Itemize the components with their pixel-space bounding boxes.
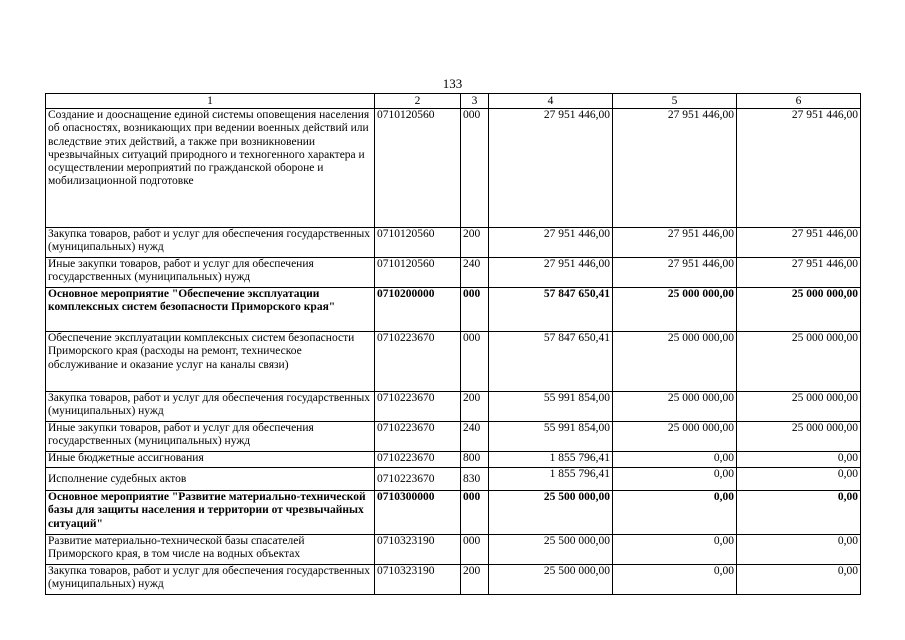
row-amount-4: 55 991 854,00: [489, 392, 613, 422]
table-row: [46, 491, 861, 535]
row-amount-5: 0,00: [613, 468, 737, 491]
row-target-code: 0710120560: [375, 109, 461, 228]
row-target-code: 0710120560: [375, 228, 461, 258]
row-expense-type: 800: [461, 452, 489, 468]
row-amount-5: 25 000 000,00: [613, 332, 737, 392]
row-amount-6: 0,00: [737, 491, 861, 535]
row-amount-4: 57 847 650,41: [489, 332, 613, 392]
table-row: [46, 452, 861, 468]
row-amount-5: 0,00: [613, 452, 737, 468]
row-amount-6: 0,00: [737, 535, 861, 565]
table-row: [46, 565, 861, 595]
row-target-code: 0710300000: [375, 491, 461, 535]
row-amount-6: 0,00: [737, 565, 861, 595]
column-header: 3: [461, 94, 489, 109]
row-amount-6: 27 951 446,00: [737, 258, 861, 288]
row-name: Исполнение судебных актов: [46, 468, 375, 491]
row-expense-type: 240: [461, 422, 489, 452]
row-amount-6: 25 000 000,00: [737, 288, 861, 332]
budget-table: [45, 93, 861, 595]
row-target-code: 0710323190: [375, 565, 461, 595]
row-amount-4: 25 500 000,00: [489, 535, 613, 565]
row-expense-type: 200: [461, 565, 489, 595]
row-amount-6: 27 951 446,00: [737, 228, 861, 258]
row-amount-5: 25 000 000,00: [613, 422, 737, 452]
table-header-row: [46, 94, 861, 109]
row-amount-5: 0,00: [613, 565, 737, 595]
row-amount-4: 27 951 446,00: [489, 258, 613, 288]
row-target-code: 0710120560: [375, 258, 461, 288]
row-amount-5: 27 951 446,00: [613, 258, 737, 288]
row-name: Иные закупки товаров, работ и услуг для обеспечения государственных (муниципальных) нужд: [46, 258, 375, 288]
row-expense-type: 830: [461, 468, 489, 491]
row-name: Закупка товаров, работ и услуг для обеспечения государственных (муниципальных) нужд: [46, 392, 375, 422]
table-row: [46, 109, 861, 228]
column-header: 5: [613, 94, 737, 109]
row-name: Основное мероприятие "Развитие материально-технической базы для защиты населения и территории от чрезвычайных ситуаций": [46, 491, 375, 535]
row-amount-4: 27 951 446,00: [489, 228, 613, 258]
table-row: [46, 288, 861, 332]
table-row: [46, 468, 861, 491]
row-target-code: 0710223670: [375, 332, 461, 392]
row-expense-type: 200: [461, 228, 489, 258]
row-name: Создание и дооснащение единой системы оповещения населения об опасностях, возникающих при ведении военных действий или вследствие этих действий, а также при возникновении чрезвычайных ситуаций природного и техногенного характера и осуществлении мероприятий по гражданской обороне и мобилизационной подготовке: [46, 109, 375, 228]
row-amount-4: 1 855 796,41: [489, 452, 613, 468]
row-amount-5: 27 951 446,00: [613, 228, 737, 258]
row-amount-4: 27 951 446,00: [489, 109, 613, 228]
row-amount-6: 0,00: [737, 452, 861, 468]
row-amount-4: 57 847 650,41: [489, 288, 613, 332]
row-expense-type: 000: [461, 491, 489, 535]
row-amount-5: 0,00: [613, 535, 737, 565]
row-expense-type: 000: [461, 535, 489, 565]
row-expense-type: 200: [461, 392, 489, 422]
row-amount-6: 25 000 000,00: [737, 392, 861, 422]
table-row: [46, 535, 861, 565]
column-header: 6: [737, 94, 861, 109]
row-target-code: 0710223670: [375, 422, 461, 452]
column-header: 1: [46, 94, 375, 109]
page-number: 133: [442, 76, 463, 91]
table-row: [46, 258, 861, 288]
column-header: 2: [375, 94, 461, 109]
row-name: Закупка товаров, работ и услуг для обеспечения государственных (муниципальных) нужд: [46, 565, 375, 595]
row-expense-type: 000: [461, 332, 489, 392]
row-amount-6: 25 000 000,00: [737, 422, 861, 452]
row-amount-5: 0,00: [613, 491, 737, 535]
row-amount-5: 25 000 000,00: [613, 288, 737, 332]
row-expense-type: 240: [461, 258, 489, 288]
row-amount-5: 25 000 000,00: [613, 392, 737, 422]
table-row: [46, 392, 861, 422]
row-name: Развитие материально-технической базы спасателей Приморского края, в том числе на водных объектах: [46, 535, 375, 565]
row-target-code: 0710223670: [375, 468, 461, 491]
row-name: Обеспечение эксплуатации комплексных систем безопасности Приморского края (расходы на ремонт, техническое обслуживание и оказание услуг на каналы связи): [46, 332, 375, 392]
row-name: Основное мероприятие "Обеспечение эксплуатации комплексных систем безопасности Приморского края": [46, 288, 375, 332]
row-name: Закупка товаров, работ и услуг для обеспечения государственных (муниципальных) нужд: [46, 228, 375, 258]
table-row: [46, 422, 861, 452]
row-amount-6: 27 951 446,00: [737, 109, 861, 228]
row-name: Иные закупки товаров, работ и услуг для обеспечения государственных (муниципальных) нужд: [46, 422, 375, 452]
table-row: [46, 228, 861, 258]
row-amount-6: 25 000 000,00: [737, 332, 861, 392]
row-amount-4: 25 500 000,00: [489, 491, 613, 535]
row-target-code: 0710223670: [375, 392, 461, 422]
row-target-code: 0710200000: [375, 288, 461, 332]
row-amount-5: 27 951 446,00: [613, 109, 737, 228]
row-target-code: 0710223670: [375, 452, 461, 468]
row-amount-4: 1 855 796,41: [489, 468, 613, 491]
row-expense-type: 000: [461, 109, 489, 228]
row-target-code: 0710323190: [375, 535, 461, 565]
table-row: [46, 332, 861, 392]
row-expense-type: 000: [461, 288, 489, 332]
row-amount-6: 0,00: [737, 468, 861, 491]
row-amount-4: 55 991 854,00: [489, 422, 613, 452]
row-amount-4: 25 500 000,00: [489, 565, 613, 595]
column-header: 4: [489, 94, 613, 109]
row-name: Иные бюджетные ассигнования: [46, 452, 375, 468]
